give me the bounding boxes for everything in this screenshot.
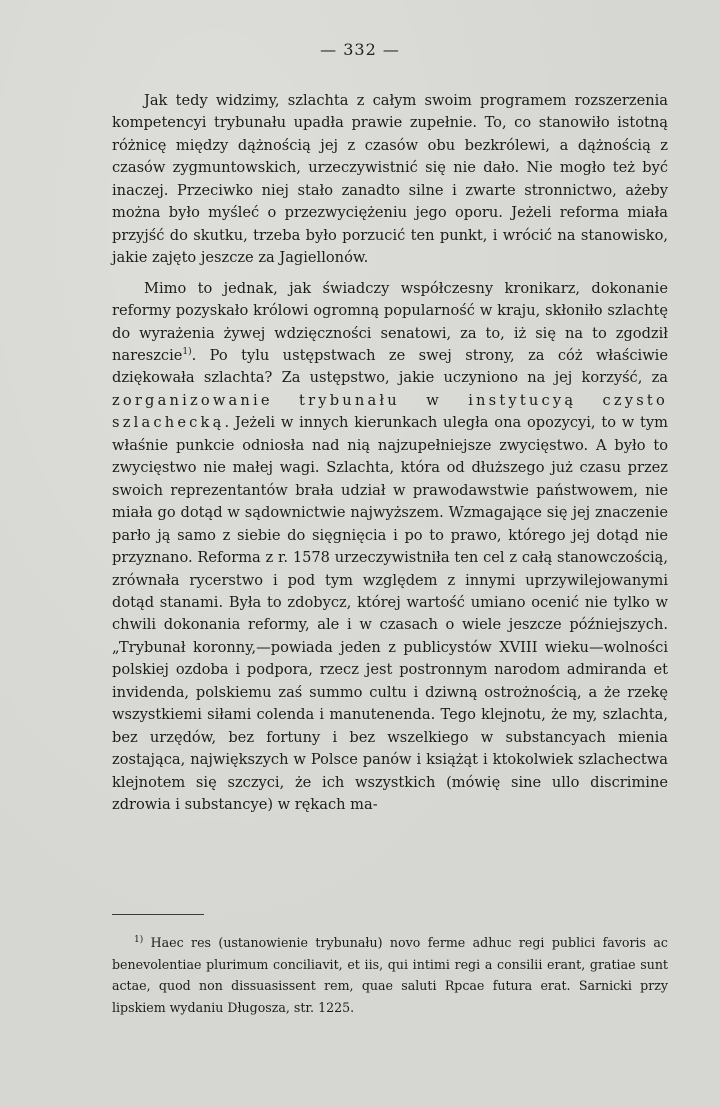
- paragraph-2-part-a: Mimo to jednak, jak świadczy współczesny kronikarz, dokonanie reformy pozyskało królowi ogromną popularność w kraju, skłoniło szlachtę do wyrażenia żywej wdzięczności senatowi, za to, iż się na to zgodził nareszcie: [112, 279, 668, 364]
- page-number: — 332 —: [320, 40, 400, 59]
- footnote-divider: [112, 914, 204, 915]
- footnote-marker: 1): [134, 934, 144, 945]
- body-text: [112, 90, 668, 817]
- footnote: [112, 932, 668, 1018]
- paragraph-2: [112, 278, 668, 817]
- paragraph-1: Jak tedy widzimy, szlachta z całym swoim programem rozszerzenia kompetencyi trybunału upadła prawie zupełnie. To, co stanowiło istotną różnicę między dążnością jej z czasów obu bezkrólewi, a dążnością z czasów zygmuntowskich, urzeczywistnić się nie dało. Nie mogło też być inaczej. Przeciwko niej stało zanadto silne i zwarte stronnictwo, ażeby można było myśleć o przezwyciężeniu jego oporu. Jeżeli reforma miała przyjść do skutku, trzeba było porzucić ten punkt, i wrócić na stanowisko, jakie zajęto jeszcze za Jagiellonów.: [112, 92, 668, 267]
- footnote-reference: 1): [182, 347, 192, 358]
- emphasized-spaced-text: zorganizowanie trybunału w instytucyą czysto szlachecką: [112, 391, 668, 432]
- paragraph-2-part-b: . Po tylu ustępstwach ze swej strony, za cóż właściwie dziękowała szlachta? Za ustępstwo, jakie uczyniono na jej korzyść, za: [112, 346, 668, 387]
- footnote-text: Haec res (ustanowienie trybunału) novo ferme adhuc regi publici favoris ac benevolentiae plurimum conciliavit, et iis, qui intimi regi a consilii erant, gratiae sunt actae, quod non dissuasissent rem, quae saluti Rpcae futura erat. Sarnicki przy lipskiem wydaniu Długosza, str. 1225.: [112, 935, 668, 1015]
- paragraph-2-part-c: . Jeżeli w innych kierunkach uległa ona opozycyi, to w tym właśnie punkcie odniosła nad nią najzupełniejsze zwycięstwo. A było to zwycięstwo nie małej wagi. Szlachta, która od dłuższego już czasu przez swoich reprezentantów brała udział w prawodawstwie państwowem, nie miała go dotąd w sądownictwie najwyższem. Wzmagające się jej znaczenie parło ją samo z siebie do sięgnięcia i po to prawo, którego jej dotąd nie przyznano. Reforma z r. 1578 urzeczywistniła ten cel z całą stanowczością, zrównała rycerstwo i pod tym względem z innymi uprzywilejowanymi dotąd stanami. Była to zdobycz, której wartość umiano ocenić nie tylko w chwili dokonania reformy, ale i w czasach o wiele jeszcze późniejszych. „Trybunał koronny,—powiada jeden z publicystów XVIII wieku—wolności polskiej ozdoba i podpora, rzecz jest postronnym narodom admiranda et invidenda, polskiemu zaś summo cultu i dziwną ostrożnością, a że rzekę wszystkiemi siłami colenda i manutenenda. Tego klejnotu, że my, szlachta, bez urzędów, bez fortuny i bez wszelkiego w substancyach mienia zostająca, największych w Polsce panów i książąt i ktokolwiek szlachectwa klejnotem się szczyci, że ich wszystkich (mówię sine ullo discrimine zdrowia i substancye) w rękach ma-: [112, 414, 668, 814]
